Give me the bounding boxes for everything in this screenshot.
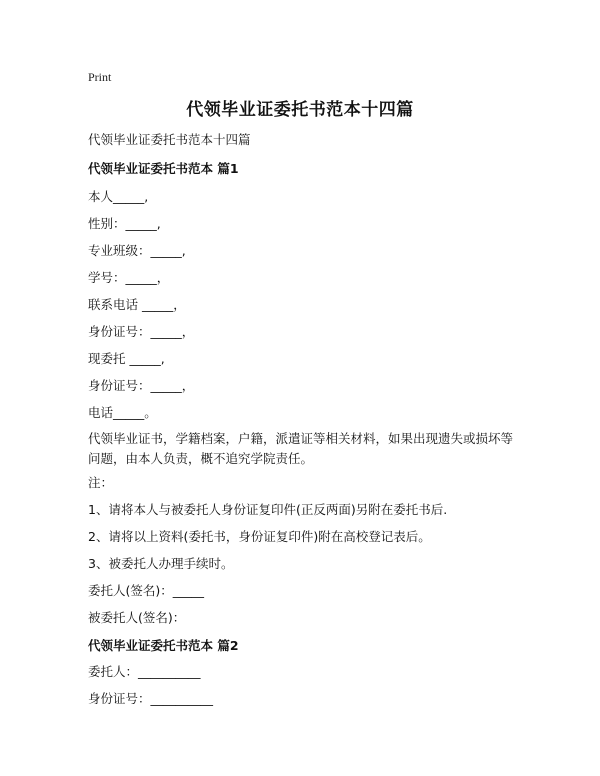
section2-field-id-number: 身份证号：__________ [88, 691, 214, 706]
field-phone: 联系电话 _____， [88, 297, 186, 312]
note-item-3: 3、被委托人办理手续时。 [88, 556, 234, 571]
agent-signature: 被委托人(签名)： [88, 610, 186, 625]
field-delegate-phone: 电话_____。 [88, 405, 157, 420]
print-label[interactable]: Print [88, 70, 112, 84]
section2-field-principal: 委托人：__________ [88, 664, 201, 679]
body-paragraph: 代领毕业证书，学籍档案，户籍，派遣证等相关材料，如果出现遗失或损坏等问题，由本人负责，概不追究学院责任。 [88, 431, 514, 466]
field-gender: 性别：_____, [88, 216, 161, 231]
note-item-1: 1、请将本人与被委托人身份证复印件(正反两面)另附在委托书后. [88, 502, 448, 517]
field-name: 本人_____, [88, 189, 149, 204]
section-heading-1: 代领毕业证委托书范本 篇1 [88, 161, 239, 176]
note-label: 注： [88, 475, 114, 490]
field-delegate-id-number: 身份证号：_____， [88, 378, 195, 393]
field-id-number: 身份证号：_____， [88, 324, 195, 339]
document-title: 代领毕业证委托书范本十四篇 [186, 100, 414, 120]
note-item-2: 2、请将以上资料(委托书，身份证复印件)附在高校登记表后。 [88, 529, 431, 544]
field-delegate: 现委托 _____, [88, 351, 165, 366]
field-student-id: 学号：_____， [88, 270, 170, 285]
principal-signature: 委托人(签名)：_____ [88, 583, 205, 598]
field-class: 专业班级：_____, [88, 243, 186, 258]
document-subtitle: 代领毕业证委托书范本十四篇 [88, 132, 251, 147]
section-heading-2: 代领毕业证委托书范本 篇2 [88, 638, 239, 653]
